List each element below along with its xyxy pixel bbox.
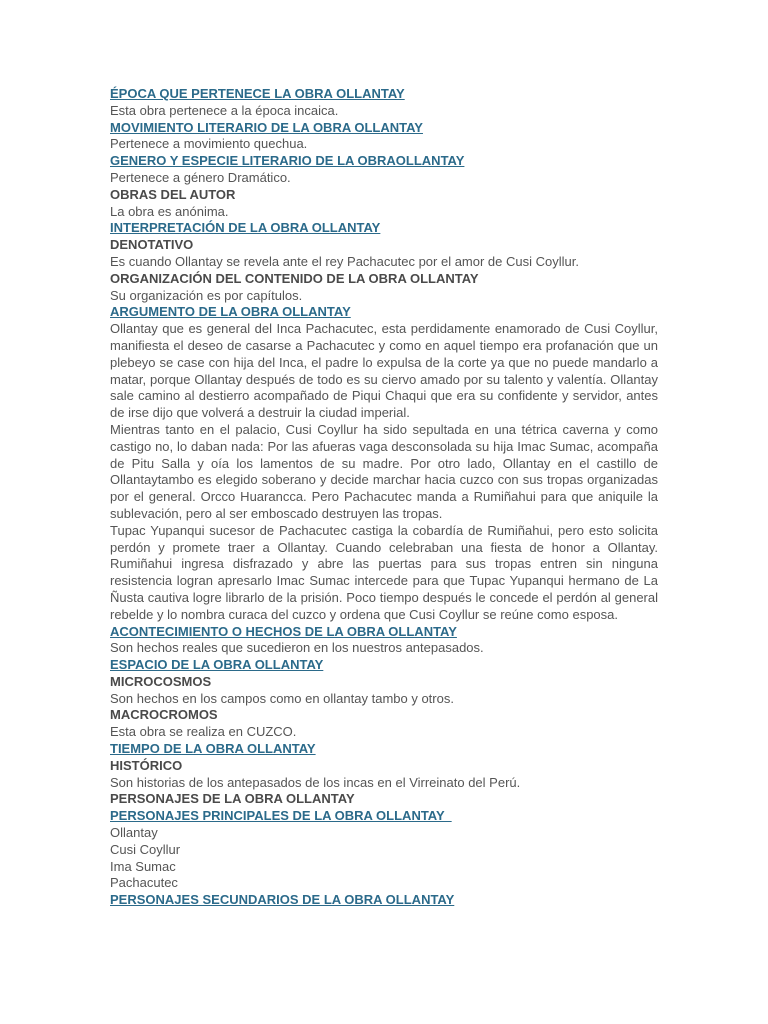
- heading-microcosmos: MICROCOSMOS: [110, 673, 212, 689]
- text-historico: Son historias de los antepasados de los incas en el Virreinato del Perú.: [110, 774, 521, 790]
- document-body: [110, 86, 658, 909]
- text-microcosmos: Son hechos en los campos como en ollantay tambo y otros.: [110, 690, 454, 706]
- text-movimiento: Pertenece a movimiento quechua.: [110, 136, 308, 152]
- text-genero: Pertenece a género Dramático.: [110, 169, 291, 185]
- list-item-character: Pachacutec: [110, 875, 178, 891]
- heading-organizacion: ORGANIZACIÓN DEL CONTENIDO DE LA OBRA OLLANTAY: [110, 270, 479, 286]
- heading-personajes: PERSONAJES DE LA OBRA OLLANTAY: [110, 791, 355, 807]
- heading-link-acontecimiento[interactable]: ACONTECIMIENTO O HECHOS DE LA OBRA OLLANTAY: [110, 623, 457, 639]
- text-epoca: Esta obra pertenece a la época incaica.: [110, 102, 339, 118]
- heading-link-personajes-principales[interactable]: PERSONAJES PRINCIPALES DE LA OBRA OLLANTAY: [110, 808, 452, 824]
- paragraph-argumento-3: Tupac Yupanqui sucesor de Pachacutec castiga la cobardía de Rumiñahui, pero esto solicita perdón y promete traer a Ollantay. Cuando celebraban una fiesta de honor a Ollantay. Rumiñahui ingresa disfrazado y abre las puertas para sus tropas entren sin ninguna resistencia logran apresarlo Imac Sumac intercede para que Tupac Yupanqui hermano de La Ñusta cautiva logre librarlo de la prisión. Poco tiempo después le concede el perdón al general rebelde y lo nombra curaca del cuzco y ordena que Cusi Coyllur se reúne como esposa.: [110, 522, 658, 622]
- heading-link-genero[interactable]: GENERO Y ESPECIE LITERARIO DE LA OBRAOLLANTAY: [110, 153, 465, 169]
- heading-link-movimiento[interactable]: MOVIMIENTO LITERARIO DE LA OBRA OLLANTAY: [110, 119, 423, 135]
- text-macrocromos: Esta obra se realiza en CUZCO.: [110, 724, 297, 740]
- heading-link-epoca[interactable]: ÉPOCA QUE PERTENECE LA OBRA OLLANTAY: [110, 86, 405, 101]
- text-obras-autor: La obra es anónima.: [110, 203, 229, 219]
- heading-obras-autor: OBRAS DEL AUTOR: [110, 186, 236, 202]
- list-item-character: Ollantay: [110, 825, 158, 841]
- heading-macrocromos: MACROCROMOS: [110, 707, 218, 723]
- text-denotativo: Es cuando Ollantay se revela ante el rey Pachacutec por el amor de Cusi Coyllur.: [110, 253, 579, 269]
- heading-link-interpretacion[interactable]: INTERPRETACIÓN DE LA OBRA OLLANTAY: [110, 220, 381, 236]
- heading-denotativo: DENOTATIVO: [110, 237, 194, 253]
- list-item-character: Ima Sumac: [110, 858, 176, 874]
- heading-link-argumento[interactable]: ARGUMENTO DE LA OBRA OLLANTAY: [110, 304, 351, 320]
- heading-link-tiempo[interactable]: TIEMPO DE LA OBRA OLLANTAY: [110, 741, 316, 757]
- text-organizacion: Su organización es por capítulos.: [110, 287, 303, 303]
- paragraph-argumento-2: Mientras tanto en el palacio, Cusi Coyllur ha sido sepultada en una tétrica caverna y como castigo no, lo daban nada: Por las afueras vaga desconsolada su hija Imac Sumac, acompaña de Pitu Salla y oía los lamentos de su madre. Por otro lado, Ollantay en el castillo de Ollantaytambo es elegido soberano y decide marchar hacia cuzco con sus tropas organizadas por el general. Orcco Huarancca. Pero Pachacutec manda a Rumiñahui para que aniquile la sublevación, pero al ser emboscado destruyen las tropas.: [110, 421, 658, 521]
- heading-link-espacio[interactable]: ESPACIO DE LA OBRA OLLANTAY: [110, 657, 324, 673]
- text-acontecimiento: Son hechos reales que sucedieron en los nuestros antepasados.: [110, 640, 484, 656]
- heading-link-personajes-secundarios[interactable]: PERSONAJES SECUNDARIOS DE LA OBRA OLLANTAY: [110, 892, 455, 908]
- list-item-character: Cusi Coyllur: [110, 841, 181, 857]
- heading-historico: HISTÓRICO: [110, 757, 183, 773]
- paragraph-argumento-1: Ollantay que es general del Inca Pachacutec, esta perdidamente enamorado de Cusi Coyllur, manifiesta el deseo de casarse a Pachacutec y como en aquel tiempo era profanación que un plebeyo se case con hija del Inca, el padre lo expulsa de la corte ya que no puede mandarlo a matar, porque Ollantay después de todo es su ciervo amado por su talento y valentía. Ollantay sale camino al destierro acompañado de Piqui Chaqui que era su confidente y servidor, antes de irse dijo que volverá a destruir la ciudad imperial.: [110, 321, 658, 421]
